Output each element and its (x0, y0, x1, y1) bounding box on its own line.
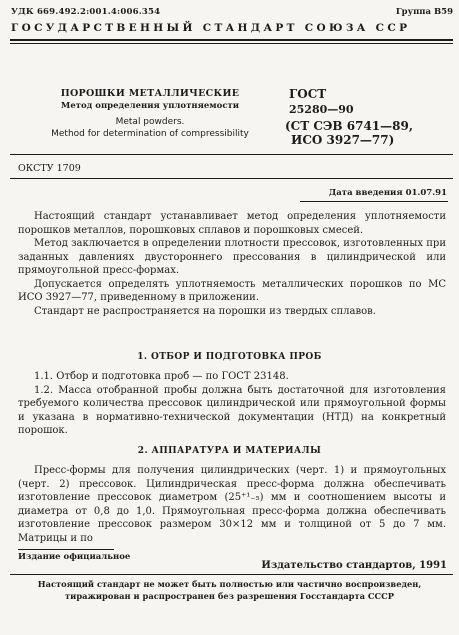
publisher-line: Издательство стандартов, 1991 (261, 560, 447, 571)
section-1-paragraph: 1.2. Масса отобранной пробы должна быть достаточной для изготовления требуемого количества прессовок цилиндрической или прямоугольной формы и указана в нормативно-технической документации (НТД) на конкретный порошок. (18, 384, 446, 436)
section-2-heading: 2. АППАРАТУРА И МАТЕРИАЛЫ (137, 446, 322, 456)
gost-number: 25280—90 (289, 103, 354, 116)
intro-text (18, 210, 446, 318)
state-standard-title: ГОСУДАРСТВЕННЫЙ СТАНДАРТ СОЮЗА ССР (11, 22, 411, 34)
title-ru-main: ПОРОШКИ МЕТАЛЛИЧЕСКИЕ (60, 88, 240, 99)
title-ru-sub: Метод определения уплотняемости (60, 101, 240, 111)
intro-paragraph: Настоящий стандарт устанавливает метод определения уплотняемости порошков металлов, порошковых сплавов и порошковых смесей. (18, 211, 446, 236)
okstu-rule (10, 178, 453, 179)
udk-code: УДК 669.492.2:001.4:006.354 (11, 7, 161, 17)
footer-rule-left (18, 549, 114, 550)
copyright-note-line1: Настоящий стандарт не может быть полностью или частично воспроизведен, (37, 579, 422, 589)
intro-paragraph: Метод заключается в определении плотности прессовок, изготовленных при заданных давлениях двустороннего прессования в цилиндрической или прямоугольной пресс-формах. (18, 238, 446, 276)
gost-label: ГОСТ (289, 87, 327, 101)
intro-paragraph: Стандарт не распространяется на порошки из твердых сплавов. (34, 305, 376, 317)
header-rule-thin (10, 43, 453, 44)
title-en-line1: Metal powders. (115, 117, 185, 127)
copyright-note-line2: тиражирован и распространен без разрешения Госстандарта СССР (65, 591, 394, 601)
gost-iso: ИСО 3927—77) (291, 133, 395, 147)
intro-date: Дата введения 01.07.91 (328, 188, 447, 198)
gost-st-sev: (СТ СЭВ 6741—89, (285, 119, 414, 133)
group-code: Группа В59 (395, 7, 453, 17)
intro-paragraph: Допускается определять уплотняемость металлических порошков по МС ИСО 3927—77, приведенному в приложении. (18, 278, 446, 303)
section-2-text (18, 464, 446, 545)
title-en-line2: Method for determination of compressibility (51, 129, 249, 139)
section-2-paragraph: Пресс-формы для получения цилиндрических (черт. 1) и прямоугольных (черт. 2) прессовок. Цилиндрическая пресс-форма должна обеспечивать изготовление прессовок диаметром (25⁺¹₋₅) мм и соотношением высоты и диаметра от 0,8 до 1,0. Прямоугольная пресс-форма должна обеспечивать изготовление прессовок размером 30×12 мм и толщиной от 5 до 7 мм. Матрицы и по (18, 465, 446, 544)
footer-rule (10, 574, 453, 575)
header-rule-thick (10, 39, 453, 41)
title-block (40, 88, 260, 140)
copyright-note (0, 578, 459, 602)
gost-block (285, 87, 413, 147)
section-1-paragraph: 1.1. Отбор и подготовка проб — по ГОСТ 23148. (34, 371, 289, 382)
okstu-code: ОКСТУ 1709 (18, 163, 81, 174)
date-underline (300, 201, 448, 202)
section-1-text (18, 370, 446, 438)
title-rule (10, 154, 453, 155)
section-1-heading: 1. ОТБОР И ПОДГОТОВКА ПРОБ (137, 352, 322, 362)
official-edition-label: Издание официальное (18, 552, 131, 562)
